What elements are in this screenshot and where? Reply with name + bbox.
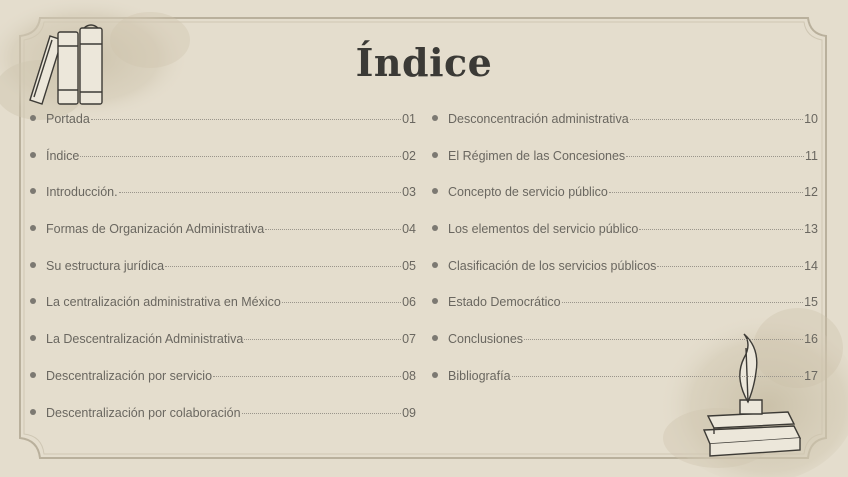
bullet-icon — [30, 188, 36, 194]
toc-item[interactable] — [432, 369, 818, 406]
dot-leader — [512, 376, 804, 377]
dot-leader — [524, 339, 803, 340]
toc-item[interactable] — [432, 112, 818, 149]
toc-item-label: Formas de Organización Administrativa — [46, 222, 265, 237]
dot-leader — [609, 192, 803, 193]
bullet-icon — [432, 372, 438, 378]
toc-item-page: 12 — [804, 185, 818, 200]
bullet-icon — [30, 409, 36, 415]
toc-item-label: Índice — [46, 148, 80, 163]
toc-item-label: Descentralización por colaboración — [46, 405, 241, 420]
toc-item[interactable] — [30, 222, 416, 259]
toc-item-label: Bibliografía — [448, 368, 511, 383]
bullet-icon — [30, 225, 36, 231]
toc-item-page: 07 — [402, 332, 416, 347]
toc-item-page: 01 — [402, 112, 416, 126]
bullet-icon — [30, 335, 36, 341]
toc-item-page: 15 — [804, 295, 818, 310]
toc-item-page: 14 — [804, 258, 818, 273]
toc-item[interactable] — [432, 259, 818, 296]
toc-item-page: 05 — [402, 258, 416, 273]
bullet-icon — [432, 298, 438, 304]
toc-item-page: 09 — [402, 405, 416, 420]
bullet-icon — [432, 262, 438, 268]
toc-item-label: Clasificación de los servicios públicos — [448, 258, 657, 273]
toc-item-page: 13 — [804, 222, 818, 237]
toc-item-page: 02 — [402, 148, 416, 163]
dot-leader — [282, 302, 401, 303]
toc-item-label: Concepto de servicio público — [448, 185, 608, 200]
dot-leader — [562, 302, 804, 303]
toc-item-page: 16 — [804, 332, 818, 347]
dot-leader — [265, 229, 401, 230]
toc-item-label: Descentralización por servicio — [46, 368, 213, 383]
toc-item-label: Conclusiones — [448, 332, 524, 347]
toc-item[interactable] — [30, 185, 416, 222]
toc-column-left — [30, 112, 416, 442]
toc-item[interactable] — [432, 149, 818, 186]
dot-leader — [630, 119, 803, 120]
page-title: Índice — [355, 40, 493, 85]
bullet-icon — [30, 115, 36, 121]
dot-leader — [242, 413, 402, 414]
toc-item[interactable] — [30, 112, 416, 149]
toc-item-page: 04 — [402, 222, 416, 237]
toc-item-label: Su estructura jurídica — [46, 258, 165, 273]
toc-item[interactable] — [30, 295, 416, 332]
bullet-icon — [30, 262, 36, 268]
toc-item[interactable] — [432, 185, 818, 222]
toc-item-label: Los elementos del servicio público — [448, 222, 639, 237]
toc-item[interactable] — [30, 149, 416, 186]
bullet-icon — [30, 372, 36, 378]
toc-item-page: 06 — [402, 295, 416, 310]
dot-leader — [639, 229, 803, 230]
toc-item-label: Desconcentración administrativa — [448, 112, 629, 126]
toc-item-label: Introducción. — [46, 185, 118, 200]
toc-column-right — [432, 112, 818, 406]
bullet-icon — [432, 115, 438, 121]
toc-item[interactable] — [30, 259, 416, 296]
bullet-icon — [432, 225, 438, 231]
dot-leader — [80, 156, 401, 157]
toc-item-page: 10 — [804, 112, 818, 126]
toc-item[interactable] — [432, 332, 818, 369]
bullet-icon — [30, 152, 36, 158]
toc-item-label: La centralización administrativa en México — [46, 295, 281, 310]
toc-item-label: Estado Democrático — [448, 295, 561, 310]
toc-item[interactable] — [30, 406, 416, 443]
bullet-icon — [30, 298, 36, 304]
toc-item-page: 17 — [804, 368, 818, 383]
toc-item[interactable] — [30, 332, 416, 369]
dot-leader — [165, 266, 401, 267]
dot-leader — [91, 119, 401, 120]
dot-leader — [244, 339, 401, 340]
bullet-icon — [432, 188, 438, 194]
dot-leader — [657, 266, 803, 267]
toc-item[interactable] — [30, 369, 416, 406]
toc-item[interactable] — [432, 222, 818, 259]
toc-item-label: La Descentralización Administrativa — [46, 332, 244, 347]
toc-item[interactable] — [432, 295, 818, 332]
dot-leader — [213, 376, 401, 377]
toc-item-page: 08 — [402, 368, 416, 383]
bullet-icon — [432, 152, 438, 158]
toc-item-page: 03 — [402, 185, 416, 200]
bullet-icon — [432, 335, 438, 341]
toc-item-label: Portada — [46, 112, 90, 126]
toc-item-page: 11 — [805, 148, 818, 163]
toc-item-label: El Régimen de las Concesiones — [448, 148, 626, 163]
dot-leader — [626, 156, 804, 157]
dot-leader — [119, 192, 402, 193]
